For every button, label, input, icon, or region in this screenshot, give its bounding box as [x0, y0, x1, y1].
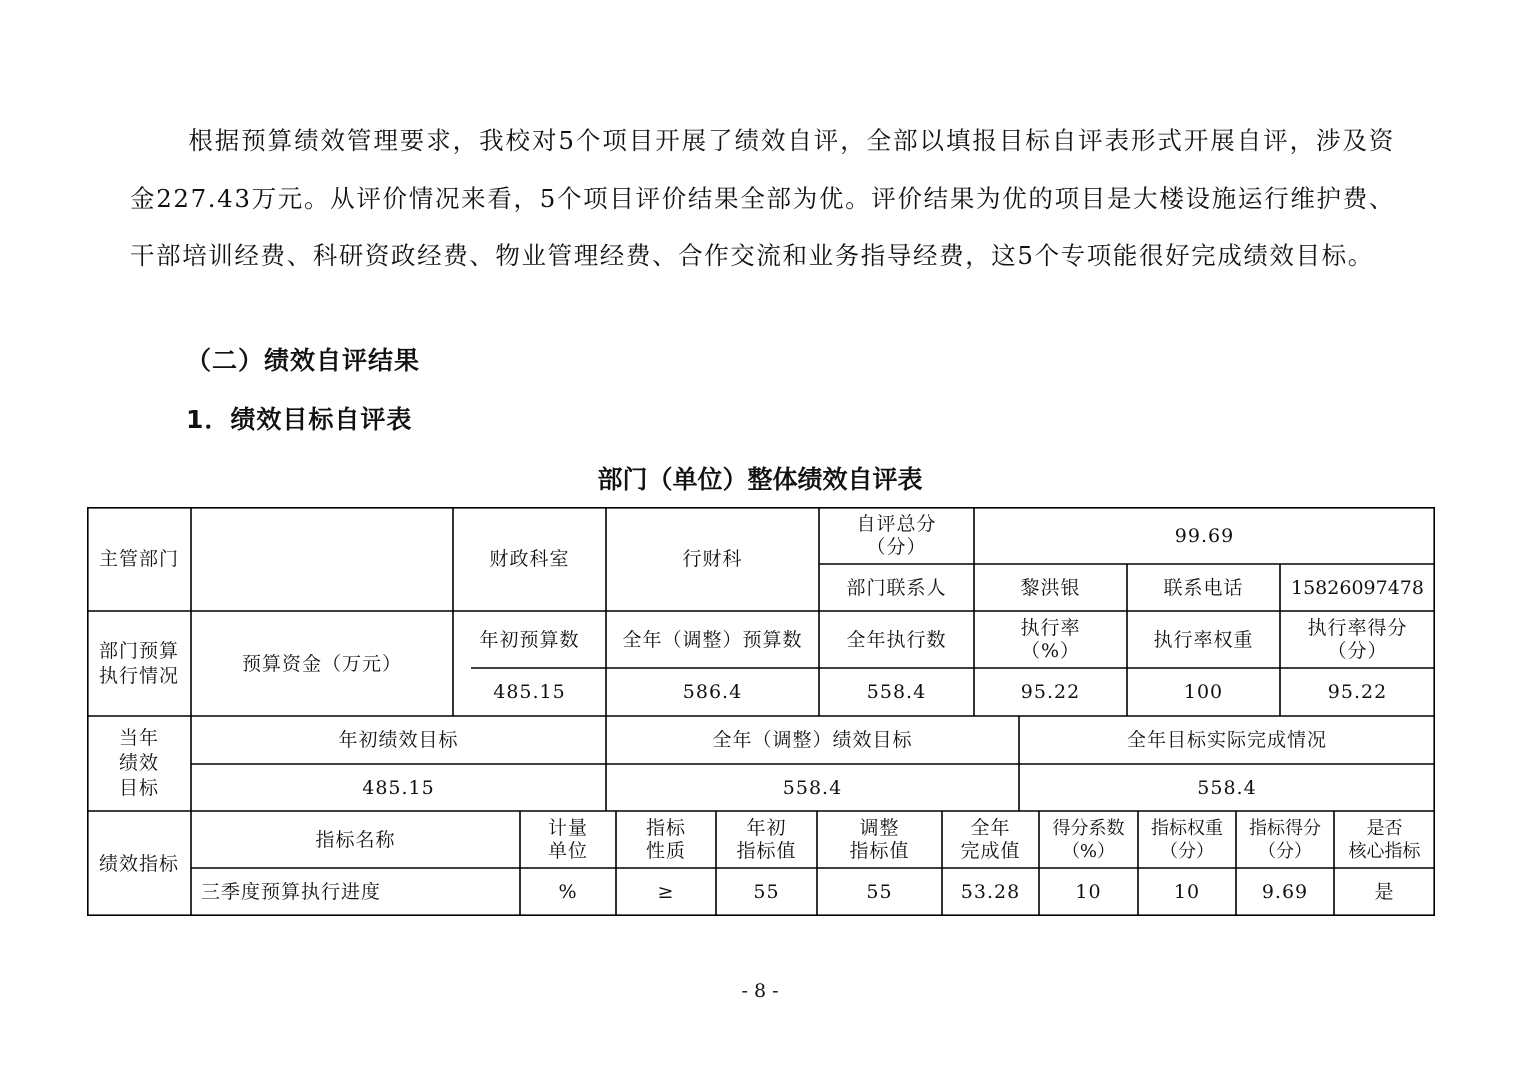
indicator-header: 指标得分 （分） — [1249, 817, 1321, 862]
indicator-header: 指标名称 — [315, 828, 396, 851]
budget-funds-label: 预算资金（万元） — [241, 652, 402, 675]
page-number: - 8 - — [741, 980, 779, 1002]
indicator-cell: 10 — [1075, 881, 1102, 903]
indicator-cell: % — [558, 881, 578, 903]
contact-value: 黎洪银 — [1020, 576, 1081, 599]
indicator-header: 是否 核心指标 — [1348, 817, 1421, 862]
intro-paragraph: 根据预算绩效管理要求，我校对5个项目开展了绩效自评，全部以填报目标自评表形式开展自评，涉及资金227.43万元。从评价情况来看，5个项目评价结果全部为优。评价结果为优的项目是大楼设施运行维护费、干部培训经费、科研资政经费、物业管理经费、合作交流和业务指导经费，这5个专项能很好完成绩效目标。 — [130, 126, 1395, 270]
performance-table — [87, 507, 1435, 916]
section-heading: （二）绩效自评结果 — [186, 346, 421, 375]
budget-value: 485.15 — [493, 681, 566, 703]
budget-value: 558.4 — [866, 681, 927, 703]
indicator-header: 得分系数 （%） — [1052, 817, 1125, 862]
budget-value: 95.22 — [1020, 681, 1081, 703]
indicator-cell: 55 — [753, 881, 780, 903]
goals-header: 年初绩效目标 — [338, 729, 459, 751]
indicator-header: 全年 完成值 — [960, 816, 1021, 862]
budget-value: 95.22 — [1327, 681, 1388, 703]
indicator-header: 指标权重 （分） — [1151, 817, 1223, 862]
budget-section-label: 部门预算 执行情况 — [98, 639, 179, 687]
budget-value: 100 — [1183, 681, 1224, 703]
dept-value — [191, 507, 453, 611]
goals-value: 485.15 — [362, 776, 435, 799]
indicator-cell: 10 — [1173, 881, 1201, 903]
score-value: 99.69 — [1174, 524, 1235, 547]
phone-label: 联系电话 — [1163, 576, 1244, 599]
phone-value: 15826097478 — [1291, 576, 1424, 599]
unit-finance-office: 财政科室 — [489, 548, 570, 570]
budget-header: 执行率得分 （分） — [1307, 616, 1408, 662]
subsection-heading: 1．绩效目标自评表 — [186, 405, 413, 434]
dept-label: 主管部门 — [98, 548, 179, 570]
goals-value: 558.4 — [782, 776, 843, 799]
budget-header: 执行率 （%） — [1020, 616, 1081, 662]
indicator-cell: 55 — [866, 881, 893, 903]
contact-label: 部门联系人 — [846, 576, 947, 599]
indicator-header: 年初 指标值 — [736, 816, 797, 862]
table-title: 部门（单位）整体绩效自评表 — [597, 465, 923, 494]
goals-value: 558.4 — [1197, 776, 1257, 799]
budget-header: 执行率权重 — [1153, 628, 1254, 651]
indicator-header: 指标 性质 — [645, 816, 686, 862]
indicator-cell: 是 — [1374, 881, 1395, 903]
budget-header: 全年（调整）预算数 — [622, 628, 803, 651]
score-label: 自评总分 （分） — [856, 512, 937, 558]
indicator-header: 调整 指标值 — [849, 816, 910, 862]
indicator-cell: 9.69 — [1261, 881, 1309, 903]
unit-admin-finance: 行财科 — [682, 548, 743, 570]
indicator-name: 三季度预算执行进度 — [201, 881, 382, 903]
budget-value: 586.4 — [682, 681, 743, 703]
indicator-header: 计量 单位 — [547, 816, 588, 862]
goals-section-label: 当年 绩效 目标 — [118, 727, 159, 799]
indicator-cell: 53.28 — [960, 881, 1021, 903]
budget-header: 年初预算数 — [479, 628, 580, 651]
goals-header: 全年目标实际完成情况 — [1126, 729, 1327, 751]
goals-header: 全年（调整）绩效目标 — [712, 729, 913, 751]
indicator-cell: ≥ — [657, 881, 675, 903]
indicators-section-label: 绩效指标 — [98, 852, 179, 875]
budget-header: 全年执行数 — [846, 628, 947, 651]
